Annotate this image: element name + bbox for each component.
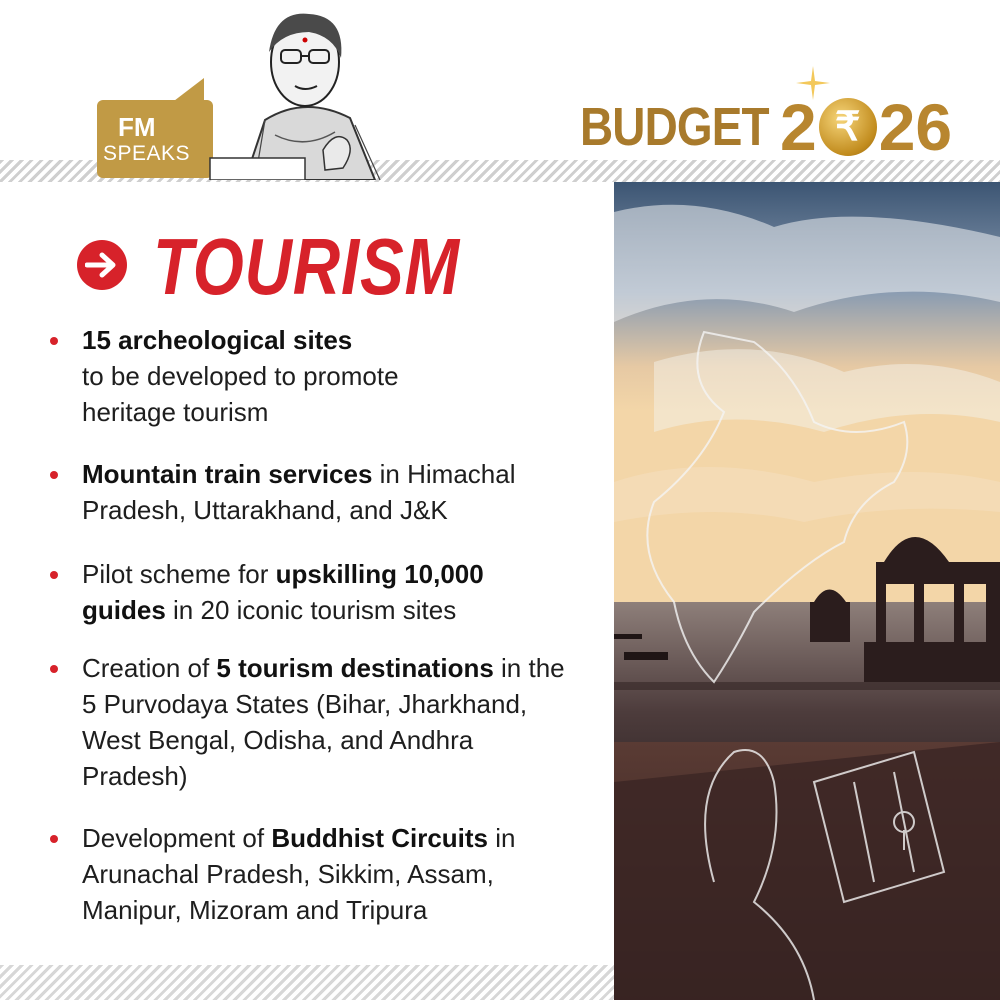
- bullet-rest: in 20 iconic tourism sites: [165, 595, 457, 625]
- bullet-text: [82, 820, 582, 928]
- bullet-bold: 5 tourism destinations: [216, 653, 494, 683]
- badge-line2: SPEAKS: [103, 142, 191, 165]
- bullet-rest: in Himachal Pradesh, Uttarakhand, and J&K: [82, 459, 516, 525]
- header-banner: [0, 0, 1000, 180]
- section-heading: TOURISM: [153, 222, 461, 311]
- bullet-bold: Mountain train services: [82, 459, 373, 489]
- bullet-text: [82, 456, 610, 528]
- bullet-dot: [50, 337, 58, 345]
- bullet-lead: Creation of: [82, 653, 217, 683]
- arrow-right-icon: [77, 240, 127, 290]
- bullet-rest: in the 5 Purvodaya States (Bihar, Jharkhand, West Bengal, Odisha, and Andhra Pradesh): [82, 653, 565, 791]
- bullet-lead: Pilot scheme for: [82, 559, 276, 589]
- bullet-bold: 15 archeological sites: [82, 325, 353, 355]
- bullet-bold: Buddhist Circuits: [271, 823, 488, 853]
- bullet-dot: [50, 665, 58, 673]
- bullet-text: [82, 322, 610, 430]
- rupee-icon: ₹: [819, 98, 877, 156]
- budget-year-part1: 2: [780, 90, 817, 164]
- bullet-rest: in Arunachal Pradesh, Sikkim, Assam, Manipur, Mizoram and Tripura: [82, 823, 516, 925]
- bullet-dot: [50, 571, 58, 579]
- budget-title: [580, 92, 952, 162]
- bullet-lead: Development of: [82, 823, 272, 853]
- lake-sunset-photo: [614, 182, 1000, 1000]
- speaker-portrait-illustration: [205, 0, 405, 180]
- bottom-stripe: [0, 965, 614, 1000]
- bullet-text: [82, 650, 582, 794]
- bullet-dot: [50, 835, 58, 843]
- budget-year-part2: 26: [878, 90, 953, 164]
- bullet-dot: [50, 471, 58, 479]
- budget-word: BUDGET: [580, 97, 769, 157]
- bullet-text: [82, 556, 572, 628]
- bullet-rest: to be developed to promote heritage tourism: [82, 361, 399, 427]
- bullet-bold: upskilling 10,000 guides: [82, 559, 484, 625]
- badge-line1: FM: [118, 112, 156, 142]
